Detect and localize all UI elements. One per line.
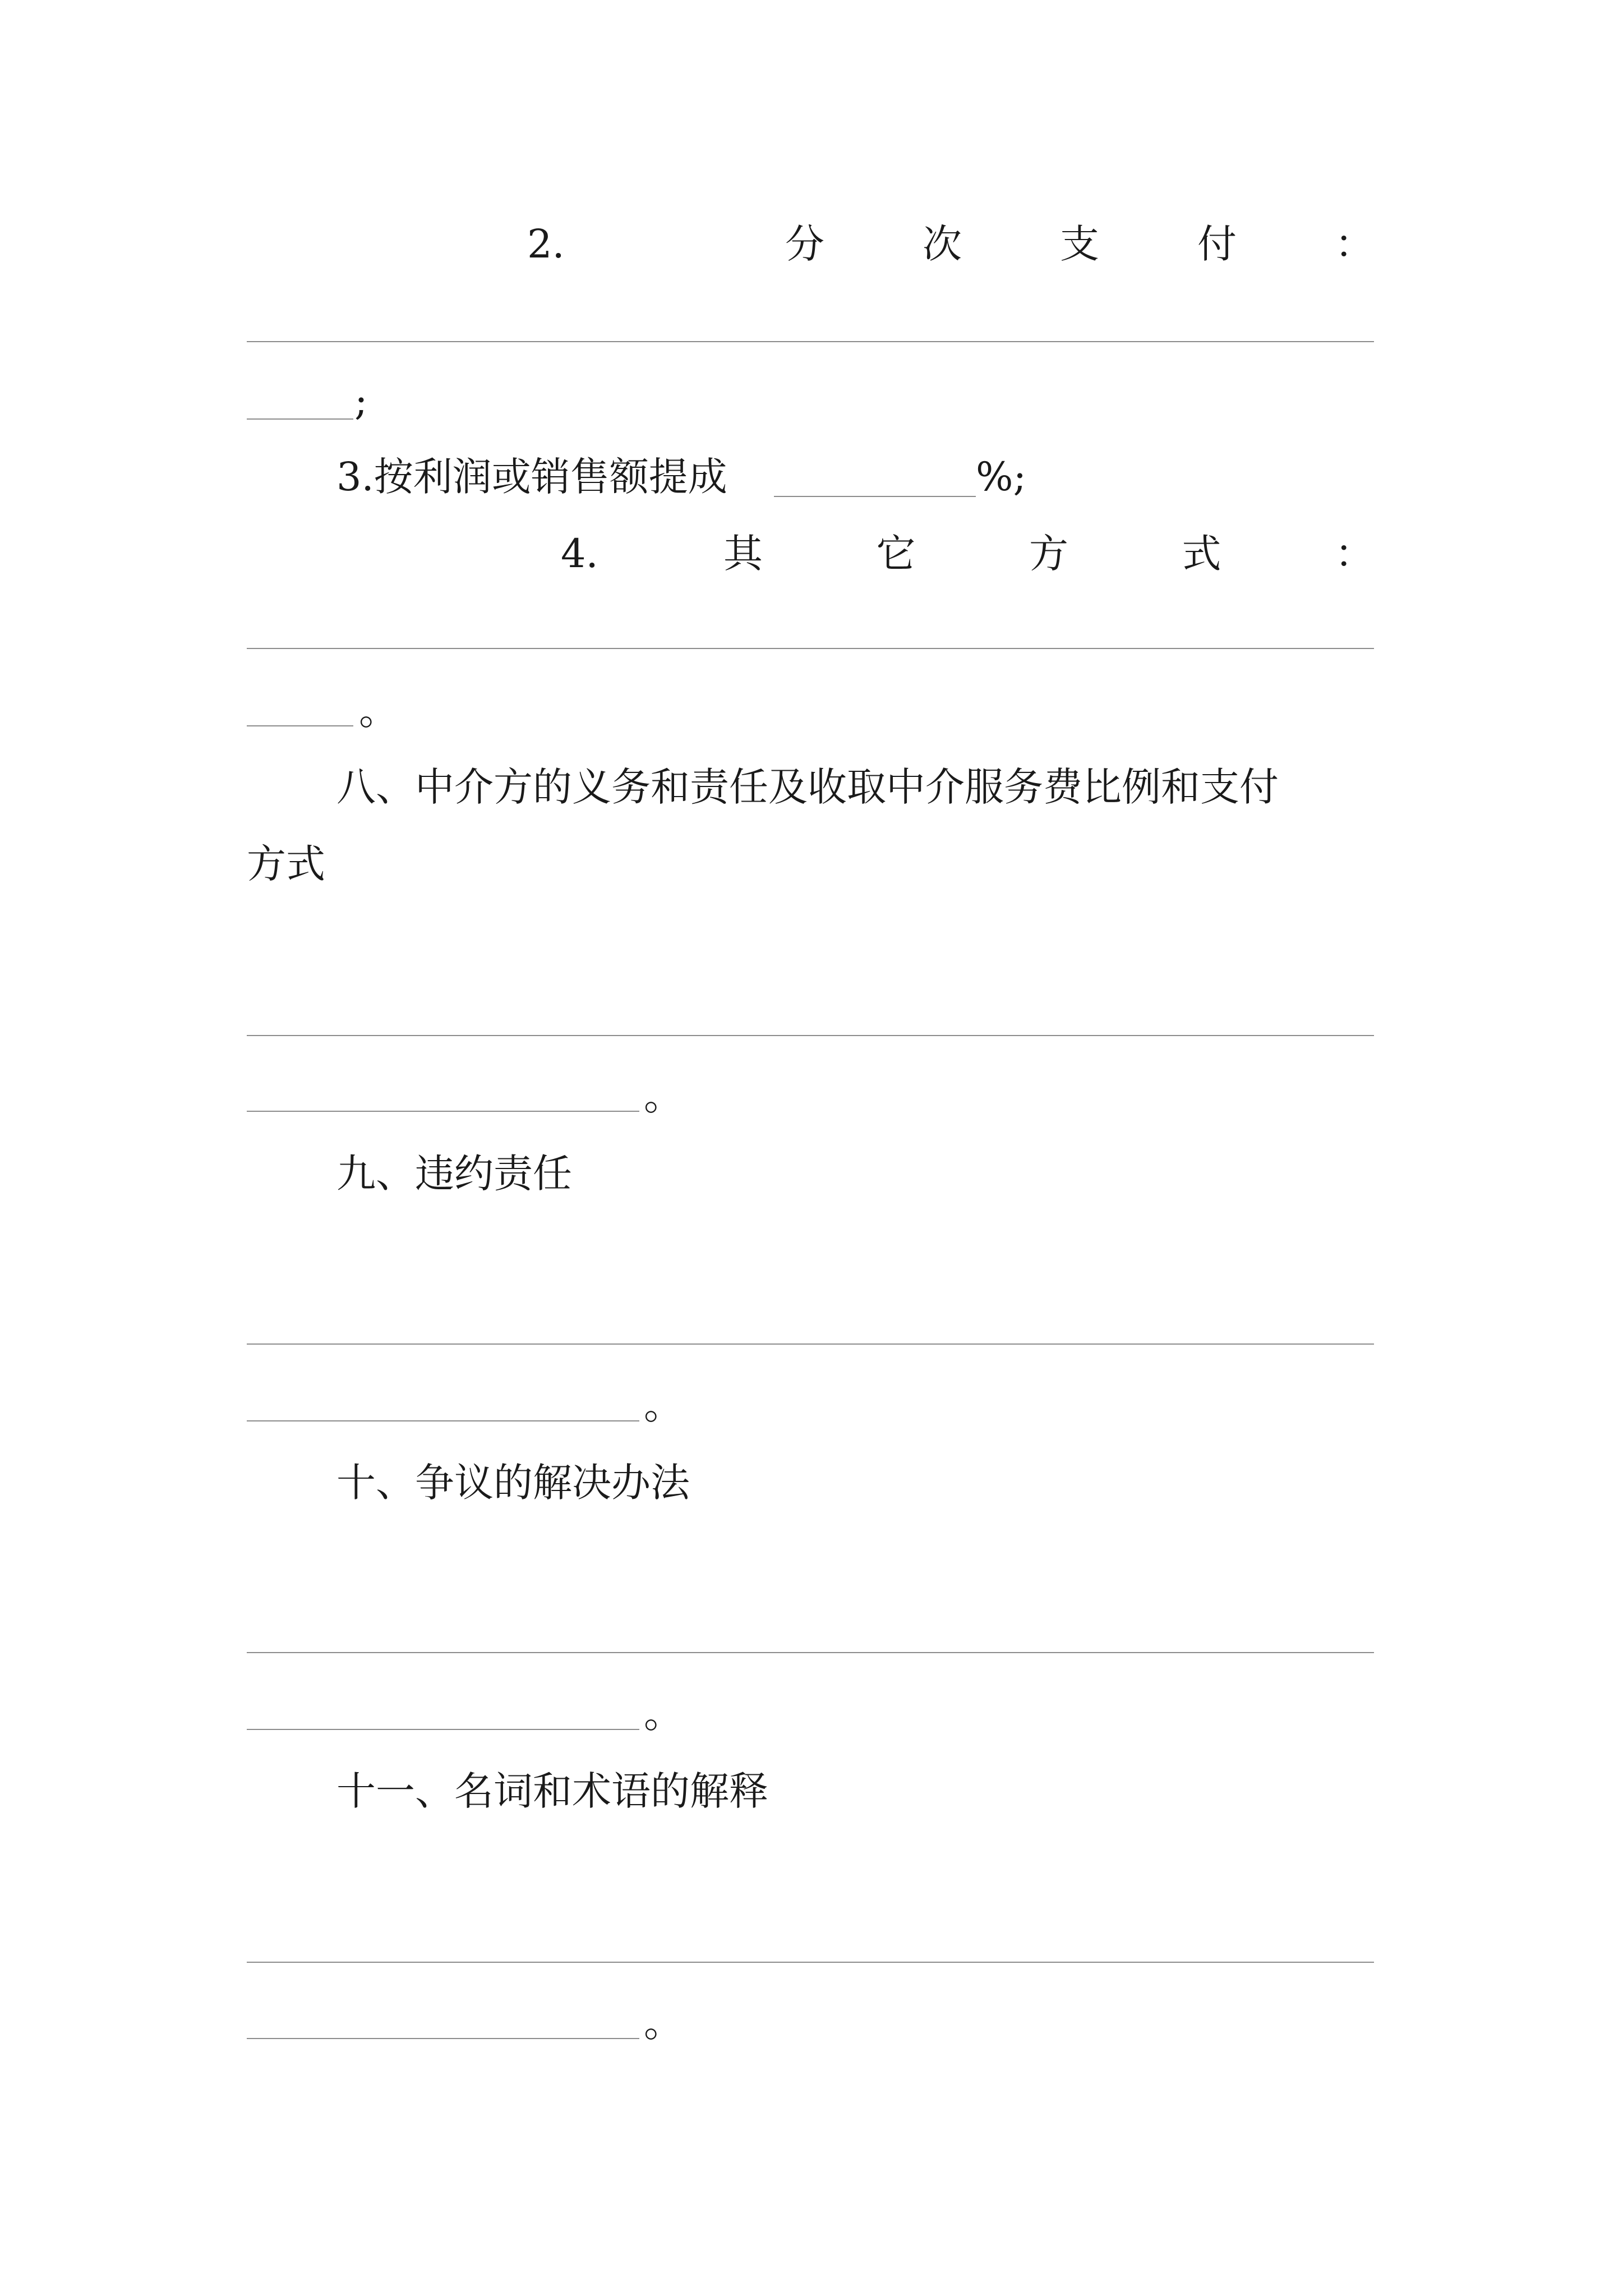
- section11-blank-short: [247, 2038, 639, 2039]
- item2-blank-line: [247, 341, 1374, 342]
- section10-blank-line: [247, 1652, 1374, 1653]
- section9-tail: 。: [644, 1382, 683, 1428]
- section10-heading: 十、争议的解决办法: [336, 1460, 690, 1506]
- section8-heading-line2: 方式: [247, 841, 325, 887]
- section10-tail: 。: [644, 1691, 683, 1737]
- item4-label: [723, 531, 1374, 577]
- item2-char-1: 分: [785, 221, 824, 267]
- section10-blank-short: [247, 1729, 639, 1730]
- item2-char-2: 次: [923, 221, 962, 267]
- section9-heading: 九、违约责任: [336, 1151, 572, 1197]
- section11-tail: 。: [644, 2000, 683, 2046]
- item2-char-3: 支: [1060, 221, 1099, 267]
- section8-heading-line1: 八、中介方的义务和责任及收取中介服务费比例和支付: [336, 764, 1279, 810]
- item3-blank: [774, 496, 976, 497]
- item2-blank-short: [247, 418, 353, 420]
- item3-text: 3.按利润或销售额提成: [336, 454, 727, 500]
- item4-char-1: 其: [723, 531, 763, 577]
- item4-char-5: ：: [1335, 531, 1374, 577]
- item4-blank-short: [247, 725, 353, 726]
- section8-blank-line: [247, 1035, 1374, 1036]
- item4-char-4: 式: [1182, 531, 1221, 577]
- item2-char-4: 付: [1197, 221, 1237, 267]
- section9-blank-line: [247, 1343, 1374, 1345]
- item4-number: 4.: [561, 531, 598, 577]
- section11-blank-line: [247, 1962, 1374, 1963]
- section11-heading: 十一、名词和术语的解释: [336, 1768, 768, 1814]
- item4-tail: 。: [359, 688, 398, 734]
- section8-tail: 。: [644, 1073, 683, 1119]
- item4-char-3: 方: [1029, 531, 1068, 577]
- item2-tail: ;: [354, 378, 368, 424]
- section9-blank-short: [247, 1420, 639, 1421]
- item2-label: [785, 221, 1374, 267]
- item3-suffix: %;: [976, 454, 1027, 500]
- item2-char-5: ：: [1335, 221, 1374, 267]
- section8-blank-short: [247, 1111, 639, 1112]
- item4-char-2: 它: [876, 531, 916, 577]
- item4-blank-line: [247, 648, 1374, 649]
- item2-number: 2.: [527, 221, 565, 267]
